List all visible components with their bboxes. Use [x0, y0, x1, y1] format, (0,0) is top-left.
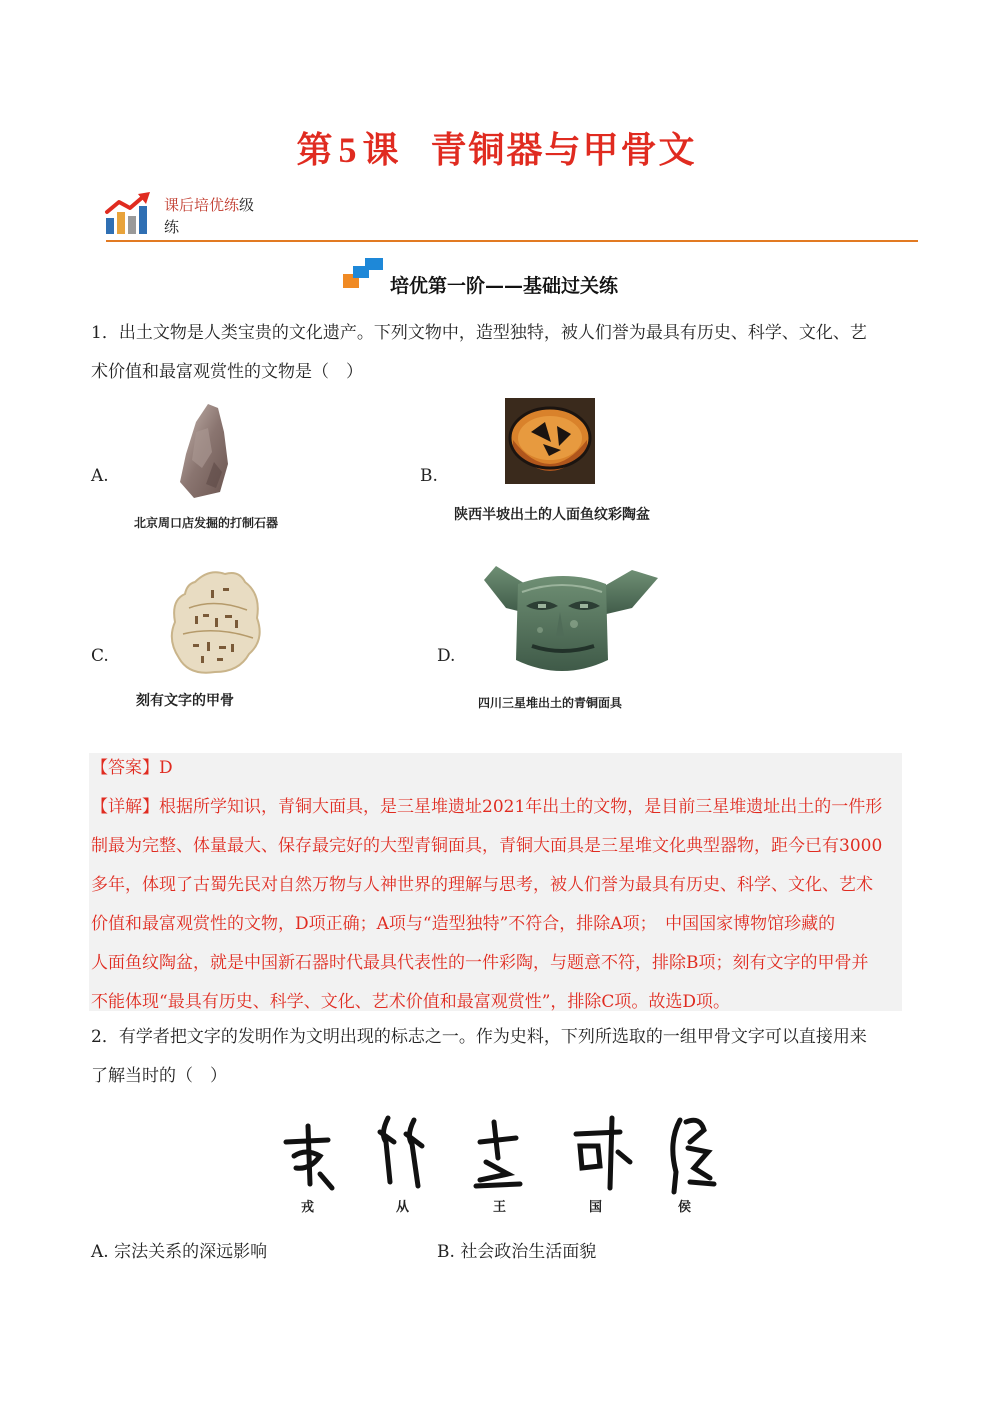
- option-d-letter: D.: [437, 646, 456, 666]
- answer-detail-line: 价值和最富观赏性的文物，D项正确；A项与“造型独特”不符合，排除A项； 中国国家博物馆珍藏的: [91, 914, 836, 934]
- growth-chart-icon: [104, 192, 156, 236]
- stone-tool-image: [172, 402, 234, 500]
- section-label-black: 级: [239, 196, 255, 214]
- lesson-title: [0, 122, 993, 173]
- header-rule: [106, 240, 918, 242]
- option-b-letter: B.: [420, 466, 438, 486]
- answer-detail-line: 人面鱼纹陶盆，就是中国新石器时代最具代表性的一件彩陶，与题意不符，排除B项；刻有文字的甲骨并: [91, 953, 869, 973]
- question1-line2: 术价值和最富观赏性的文物是（ ）: [91, 362, 363, 382]
- answer-detail-line: 多年，体现了古蜀先民对自然万物与人神世界的理解与思考，被人们誉为最具有历史、科学、文化、艺术: [91, 875, 873, 895]
- glyph-rong: [286, 1126, 332, 1188]
- glyph-label-rong: 戎: [301, 1200, 315, 1215]
- option-c-caption: 刻有文字的甲骨: [136, 693, 234, 709]
- lesson-title-suffix: 课: [362, 129, 401, 171]
- section-label-line2: 练: [164, 218, 180, 236]
- glyph-label-wang: 王: [493, 1200, 507, 1215]
- section-label-red: 课后培优练: [164, 196, 240, 214]
- bronze-mask-image: [482, 564, 660, 682]
- question1-text: [91, 314, 911, 392]
- answer-detail-line: 不能体现“最具有历史、科学、文化、艺术价值和最富观赏性”，排除C项。故选D项。: [91, 992, 731, 1012]
- answer-detail-line: 制最为完整、体量最大、保存最完好的大型青铜面具，青铜大面具是三星堆文化典型器物，距今已有3000: [91, 836, 883, 856]
- option-d-caption: 四川三星堆出土的青铜面具: [478, 696, 623, 710]
- glyph-label-guo: 国: [589, 1200, 603, 1215]
- lesson-title-prefix: 第: [296, 129, 335, 171]
- q2-option-b-text: 社会政治生活面貌: [460, 1242, 597, 1262]
- q2-option-a-text: 宗法关系的深远影响: [114, 1242, 268, 1262]
- oracle-glyphs-image: [280, 1112, 720, 1196]
- lesson-title-number: 5: [338, 130, 359, 170]
- question2-line1: 2．有学者把文字的发明作为文明出现的标志之一。作为史料，下列所选取的一组甲骨文字可以直接用来: [91, 1027, 867, 1047]
- option-b-caption: 陕西半坡出土的人面鱼纹彩陶盆: [454, 507, 650, 523]
- painted-pottery-basin-image: [505, 398, 595, 484]
- glyph-hou: [673, 1120, 714, 1192]
- question2-text: [91, 1018, 911, 1096]
- glyph-guo: [576, 1118, 630, 1188]
- q2-option-a-letter: A.: [91, 1242, 109, 1262]
- answer-line: 【答案】D: [91, 758, 173, 778]
- glyph-wang: [476, 1122, 520, 1186]
- option-c-letter: C.: [91, 646, 109, 666]
- glyph-cong: [380, 1118, 422, 1186]
- q2-option-b: [437, 1233, 596, 1272]
- question1-line1: 1．出土文物是人类宝贵的文化遗产。下列文物中，造型独特，被人们誉为最具有历史、科学、文化、艺: [91, 323, 867, 343]
- glyph-label-hou: 侯: [678, 1200, 692, 1215]
- stairs-icon: [343, 258, 387, 290]
- question2-line2: 了解当时的（ ）: [91, 1066, 227, 1086]
- q2-option-a: [91, 1233, 267, 1272]
- answer-detail-line: 【详解】根据所学知识，青铜大面具，是三星堆遗址2021年出土的文物，是目前三星堆遗址出土的一件形: [91, 797, 883, 817]
- lesson-title-topic: 青铜器与甲骨文: [430, 129, 697, 171]
- glyph-label-cong: 从: [396, 1200, 410, 1215]
- q2-option-b-letter: B.: [437, 1242, 455, 1262]
- option-a-letter: A.: [91, 466, 109, 486]
- oracle-bone-image: [165, 568, 269, 680]
- option-a-caption: 北京周口店发掘的打制石器: [134, 516, 279, 530]
- section-label: [164, 194, 254, 238]
- answer-content: [91, 749, 906, 1022]
- stage-title: 培优第一阶——基础过关练: [390, 275, 619, 297]
